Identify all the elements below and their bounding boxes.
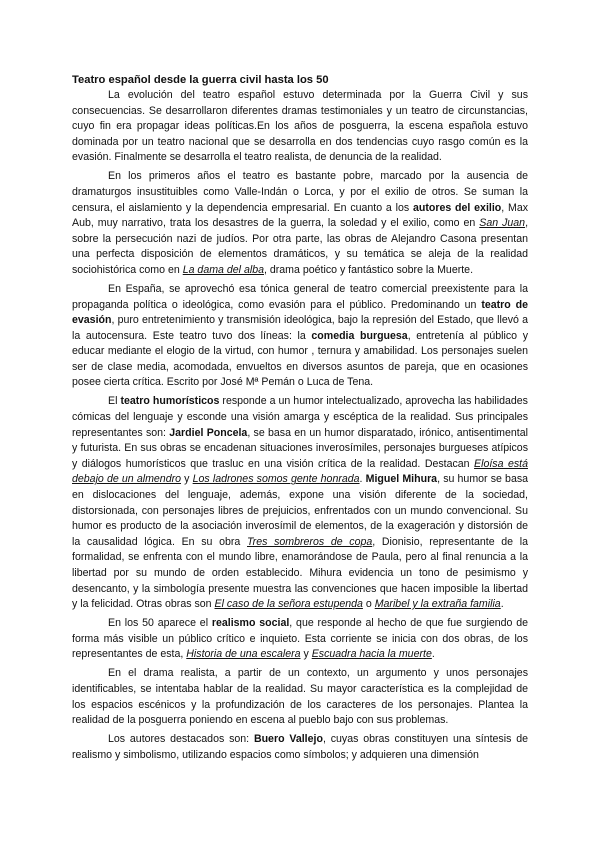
work-title: La dama del alba	[182, 263, 264, 276]
text-run: El	[108, 395, 121, 408]
document-body	[72, 73, 528, 767]
bold-term: autores del exilio	[412, 201, 502, 214]
text-run: Los autores destacados son:	[108, 733, 254, 746]
text-run: , se basa en un humor disparatado, irónico, antisentimental y futurista. En sus obras se encadenan situaciones inverosímiles, personajes burgueses atípicos y diálogos humorísticos que trasluc en una visión crítica de la realidad. Destacan	[72, 426, 528, 470]
text-run: , puro entretenimiento y transmisión ideológica, bajo la represión del Estado, que llevó a la autocensura. Este teatro tuvo dos líneas: la	[72, 314, 528, 342]
work-title: Tres sombreros de copa	[247, 535, 373, 548]
text-run: o	[362, 598, 375, 611]
text-run: En España, se aprovechó esa tónica general de teatro comercial preexistente para la propaganda política o ideológica, como evasión para el público. Predominando un	[72, 282, 528, 311]
text-run: , Max Aub, muy narrativo, trata los desastres de la guerra, la soledad y el exilio, como en	[72, 201, 529, 230]
work-title: San Juan	[479, 217, 526, 230]
paragraph-container	[72, 88, 528, 763]
text-run: .	[359, 473, 366, 486]
text-run: , que responde al hecho de que fue surgiendo de forma más visible un público crítico e inquieto. Esta corriente se inicia con dos obras, de los representantes de esta,	[72, 617, 528, 661]
document-title: Teatro español desde la guerra civil hasta los 50	[72, 74, 329, 86]
work-title: Maribel y la extraña familia	[374, 598, 501, 611]
bold-term: Jardiel Poncela	[169, 426, 248, 439]
text-run: En los primeros años el teatro es bastante pobre, marcado por la ausencia de dramaturgos insustituibles como Valle-Indán o Lorca, y por el exilio de otros. Se suman la censura, el aislamiento y la dependencia empresarial. En cuanto a los	[72, 170, 528, 214]
bold-term: teatro de evasión	[72, 298, 528, 327]
paragraph	[72, 88, 528, 166]
bold-term: Buero Vallejo	[253, 733, 323, 746]
text-run: .	[500, 598, 504, 611]
text-run: y	[300, 648, 312, 661]
text-run: , sobre la persecución nazi de judíos. Por otra parte, las obras de Alejandro Casona presentan una perfecta disposición de elementos dramáticos, y su temática se aleja de la realidad sociohistórica como en	[72, 217, 529, 276]
paragraph	[72, 732, 528, 763]
work-title: Eloísa está debajo de un almendro	[72, 457, 528, 486]
work-title: Escuadra hacia la muerte	[311, 648, 432, 661]
text-run: , Dionisio, representante de la formalidad, se enfrenta con el mundo libre, enamorándose de Paula, pero al final renuncia a la libertad por su mundo de orden establecido. Mihura evidencia un tono de pesimismo y desencanto, y la simbología presente muestra las convenciones que hacen imposible la libertad y la felicidad. Otras obras son	[72, 535, 528, 611]
text-run: La evolución del teatro español estuvo determinada por la Guerra Civil y sus consecuencias. Se desarrollaron diferentes dramas testimoniales y un teatro de circunstancias, cuyo fin era propagar ideas políticas.En los años de posguerra, la escena española estuvo dominada por un teatro nacional que se desarrolla en dos tendencias cuyo rasgo común es la evasión. Finalmente se desarrolla el teatro realista, de denuncia de la realidad.	[72, 89, 528, 164]
paragraph	[72, 616, 528, 663]
text-run: y	[181, 473, 193, 486]
text-run: , drama poético y fantástico sobre la Muerte.	[263, 263, 474, 276]
text-run: , entretenía al público y educar mediante el elogio de la virtud, con humor , ternura y amabilidad. Los personajes suelen ser de clase media, acomodada, envueltos en diversos asuntos de pareja, que en ocasiones posee cierta crítica. Escrito por José Mª Pemán o Luca de Tena.	[72, 329, 528, 389]
text-run: , su humor se basa en dislocaciones del lenguaje, además, expone una visión diferente de la sociedad, distorsionada, con personajes libres de prejuicios, enfrentados con un mundo convencional. Su humor es producto de la asociación inverosímil de elementos, de la exageración y distorsión de la causalidad lógica. En su obra	[72, 473, 529, 548]
work-title: Historia de una escalera	[186, 648, 301, 661]
text-run: , cuyas obras constituyen una síntesis de realismo y simbolismo, utilizando espacios como símbolos; y adquieren una dimensión	[72, 733, 528, 761]
paragraph	[72, 282, 528, 391]
paragraph	[72, 666, 528, 728]
paragraph	[72, 394, 528, 612]
bold-term: comedia burguesa	[311, 329, 408, 342]
bold-term: Miguel Mihura	[365, 473, 438, 486]
work-title: El caso de la señora estupenda	[214, 598, 363, 611]
bold-term: teatro humorísticos	[120, 395, 220, 408]
text-run: responde a un humor intelectualizado, aprovecha las habilidades cómicas del lenguaje y esconde una visión amarga y escéptica de la realidad. Sus principales representantes son:	[72, 395, 528, 439]
text-run: .	[431, 648, 435, 661]
bold-term: realismo social	[211, 617, 290, 630]
work-title: Los ladrones somos gente honrada	[192, 473, 360, 486]
text-run: En el drama realista, a partir de un contexto, un argumento y unos personajes identificables, se intentaba hablar de la realidad. Su mayor característica es la complejidad de los espacios escénicos y la profundización de los caracteres de los personajes. Plantea la realidad de la posguerra poniendo en escena al pueblo bajo con sus problemas.	[72, 667, 528, 727]
paragraph	[72, 169, 528, 278]
text-run: En los 50 aparece el	[108, 617, 212, 630]
